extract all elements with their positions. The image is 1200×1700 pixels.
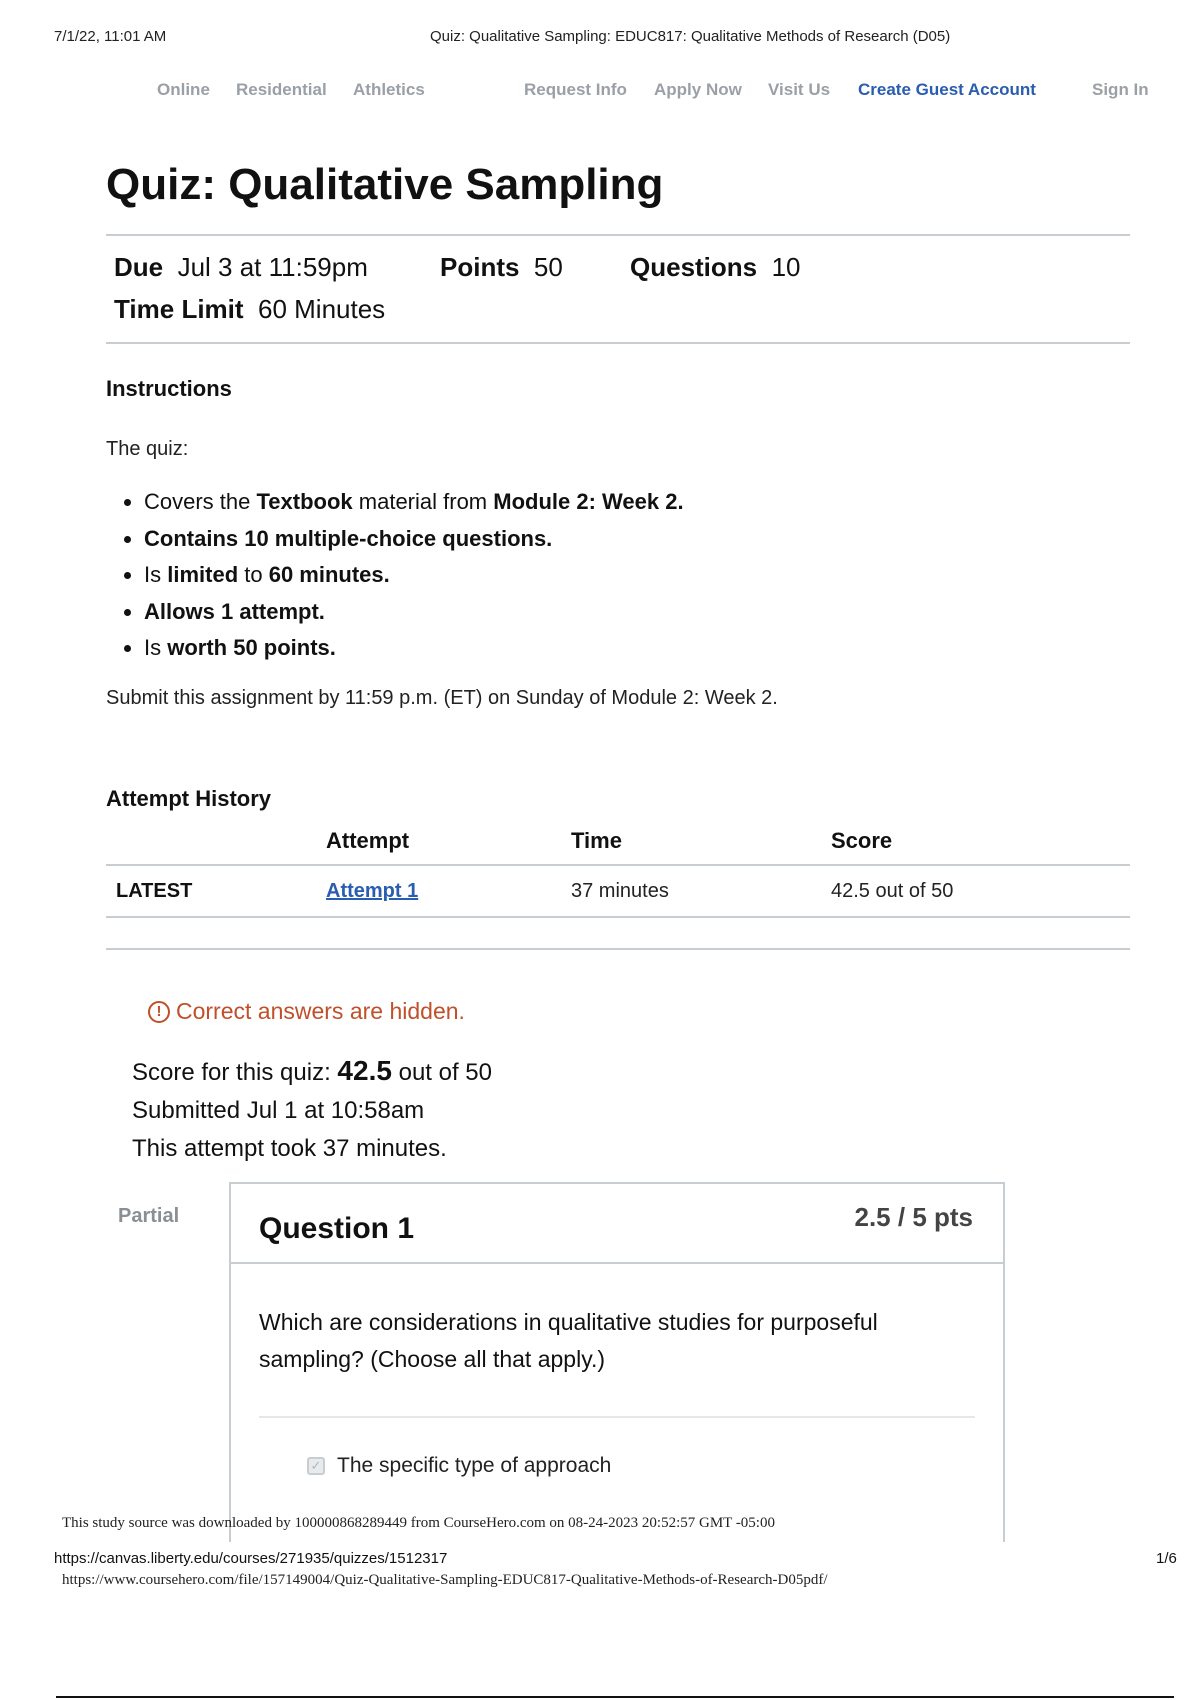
source-url-watermark: https://www.coursehero.com/file/157149004/Quiz-Qualitative-Sampling-EDUC817-Qualitative-Methods-of-Research-D05pdf/ [62,1572,828,1588]
bullet-bold: Textbook [256,489,353,514]
score-cell: 42.5 out of 50 [821,865,1130,917]
score-prefix: Score for this quiz: [132,1059,338,1086]
questions-value: 10 [771,252,801,282]
score-suffix: out of 50 [391,1059,492,1086]
question-1-card [229,1182,1005,1542]
score-line [132,1052,492,1092]
time-cell: 37 minutes [561,865,821,917]
list-item [144,557,684,594]
attempt-history-table [106,818,1130,918]
page-number: 1/6 [1156,1550,1177,1567]
bullet-bold: worth 50 points. [167,635,336,660]
attempt-cell [316,865,561,917]
submit-note: Submit this assignment by 11:59 p.m. (ET) on Sunday of Module 2: Week 2. [106,687,778,709]
instructions-list [106,484,684,667]
questions-label: Questions [630,252,758,282]
answers-hidden-text: Correct answers are hidden. [176,998,465,1024]
points-info [440,252,563,283]
bullet-text: to [238,562,269,587]
download-watermark: This study source was downloaded by 100000868289449 from CourseHero.com on 08-24-2023 20:52:57 GMT -05:00 [62,1515,775,1531]
empty-header [106,818,316,865]
bullet-bold: Contains 10 multiple-choice questions. [144,525,553,551]
list-item [144,594,684,631]
nav-sign-in-link[interactable]: Sign In [1092,80,1149,99]
bullet-bold: limited [167,562,239,587]
nav-residential-link[interactable]: Residential [236,80,327,99]
due-value: Jul 3 at 11:59pm [177,252,368,282]
bullet-text: Is [144,562,168,587]
score-value: 42.5 [337,1055,392,1086]
bullet-bold: 60 minutes. [268,562,390,587]
time-limit-label: Time Limit [114,294,244,324]
nav-athletics-link[interactable]: Athletics [353,80,425,99]
checkbox-checked-icon[interactable]: ✓ [307,1457,325,1475]
attempt-column-header: Attempt [316,818,561,865]
list-item [144,521,684,558]
page-title: Quiz: Qualitative Sampling [106,160,664,209]
warning-icon: ! [148,1001,170,1023]
partial-badge: Partial [118,1205,180,1227]
time-column-header: Time [561,818,821,865]
nav-apply-now-link[interactable]: Apply Now [654,80,742,99]
score-summary [132,1052,492,1168]
bullet-text: Is [144,635,168,660]
due-label: Due [114,252,164,282]
bottom-rule [56,1696,1174,1698]
answer-option-1 [307,1454,611,1478]
list-item [144,630,684,667]
print-datetime: 7/1/22, 11:01 AM [54,28,167,45]
question-points: 2.5 / 5 pts [854,1202,973,1232]
submitted-line: Submitted Jul 1 at 10:58am [132,1097,425,1124]
attempt-divider [106,948,1130,950]
footer-url: https://canvas.liberty.edu/courses/271935/quizzes/1512317 [54,1550,448,1567]
title-divider [106,234,1130,236]
attempt-history-heading: Attempt History [106,786,272,811]
points-label: Points [440,252,520,282]
question-title: Question 1 [259,1212,415,1245]
question-divider [259,1416,975,1418]
nav-request-info-link[interactable]: Request Info [524,80,627,99]
answers-hidden-notice [148,998,465,1025]
latest-label: LATEST [106,865,316,917]
nav-create-guest-account-link[interactable]: Create Guest Account [858,80,1036,99]
list-item [144,484,684,521]
question-header [231,1184,1003,1264]
score-column-header: Score [821,818,1130,865]
questions-info [630,252,801,283]
print-header [0,28,1200,52]
duration-line: This attempt took 37 minutes. [132,1135,447,1162]
meta-divider [106,342,1130,344]
top-navigation [0,80,1200,104]
instructions-heading: Instructions [106,376,232,401]
nav-online-link[interactable]: Online [157,80,210,99]
question-text: Which are considerations in qualitative studies for purposeful sampling? (Choose all that apply.) [259,1309,878,1372]
bullet-bold: Module 2: Week 2. [493,489,684,514]
instructions-intro: The quiz: [106,438,189,460]
time-limit-info [114,294,385,325]
attempt-1-link[interactable]: Attempt 1 [326,879,419,902]
bullet-bold: Allows 1 attempt. [144,598,325,624]
table-header-row [106,818,1130,865]
table-row [106,865,1130,917]
points-value: 50 [533,252,563,282]
bullet-text: material from [352,489,494,514]
print-doc-title: Quiz: Qualitative Sampling: EDUC817: Qualitative Methods of Research (D05) [430,28,951,45]
nav-visit-us-link[interactable]: Visit Us [768,80,831,99]
answer-text: The specific type of approach [337,1454,612,1477]
due-info [114,252,368,283]
bullet-text: Covers the [144,489,257,514]
time-limit-value: 60 Minutes [258,294,386,324]
